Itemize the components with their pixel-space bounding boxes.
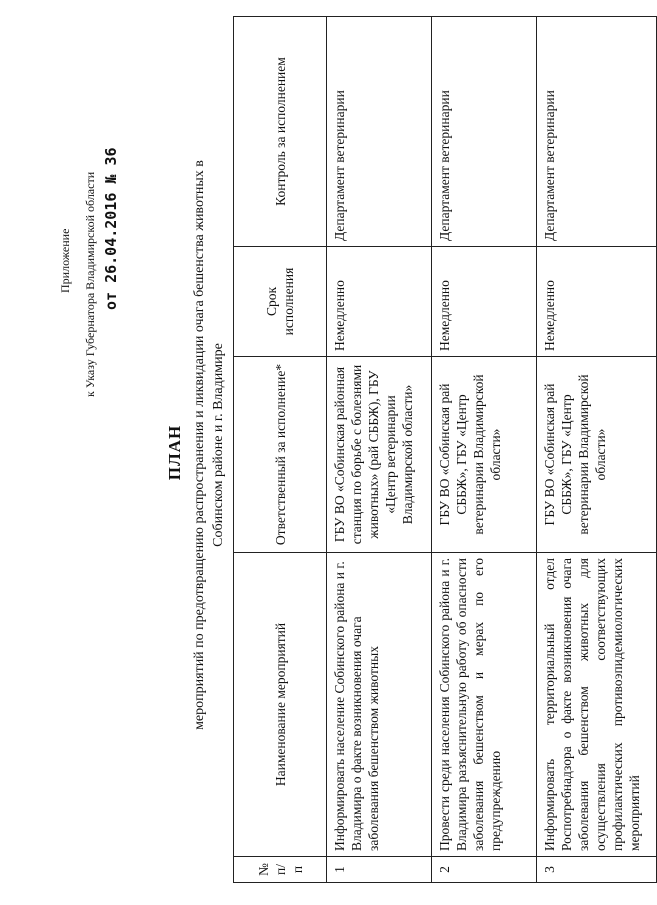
table-row [537, 17, 657, 883]
control-cell: Департамент ветеринарии [327, 17, 432, 247]
row-number: 1 [327, 857, 432, 883]
deadline-cell: Немедленно [432, 247, 537, 357]
responsible-cell: ГБУ ВО «Собинская районная станция по борьбе с болезнями животных» (рай СББЖ), ГБУ «Центр ветеринарии Владимирской области» [327, 357, 432, 553]
column-header-measures: Наименование мероприятий [234, 553, 327, 857]
table-row [432, 17, 537, 883]
control-cell: Департамент ветеринарии [432, 17, 537, 247]
column-header-deadline: Срок исполнения [234, 247, 327, 357]
column-header-number: № п/п [234, 857, 327, 883]
responsible-cell: ГБУ ВО «Собинская рай СББЖ», ГБУ «Центр ветеринарии Владимирской области» [432, 357, 537, 553]
control-cell: Департамент ветеринарии [537, 17, 657, 247]
measure-cell: Провести среди населения Собинского района и г. Владимира разъяснительную работу об опасности заболевания бешенством и мерах по его предупреждению [432, 553, 537, 857]
appendix-date: от 26.04.2016 № 36 [102, 147, 120, 310]
measure-cell: Информировать население Собинского района и г. Владимира о факте возникновения очага заболевания бешенством животных [327, 553, 432, 857]
row-number: 2 [432, 857, 537, 883]
table-header-row [234, 17, 327, 883]
column-header-responsible: Ответственный за исполнение* [234, 357, 327, 553]
appendix-reference: к Указу Губернатора Владимирской области [83, 171, 97, 397]
appendix-title: Приложение [58, 228, 72, 293]
plan-table [233, 16, 657, 883]
column-header-control: Контроль за исполнением [234, 17, 327, 247]
measure-cell: Информировать территориальный отдел Роспотребнадзора о факте возникновения очага заболевания бешенством животных для осуществления соответствующих профилактических противоэпидемиологических мероприятий [537, 553, 657, 857]
plan-title-text: ПЛАН [165, 424, 184, 481]
deadline-cell: Немедленно [327, 247, 432, 357]
table-row [327, 17, 432, 883]
responsible-cell: ГБУ ВО «Собинская рай СББЖ», ГБУ «Центр ветеринарии Владимирской области» [537, 357, 657, 553]
deadline-cell: Немедленно [537, 247, 657, 357]
plan-subtitle: мероприятий по предотвращению распространения и ликвидации очага бешенства животных в Собинском районе и г. Владимире [192, 160, 226, 730]
plan-title [165, 0, 185, 905]
row-number: 3 [537, 857, 657, 883]
